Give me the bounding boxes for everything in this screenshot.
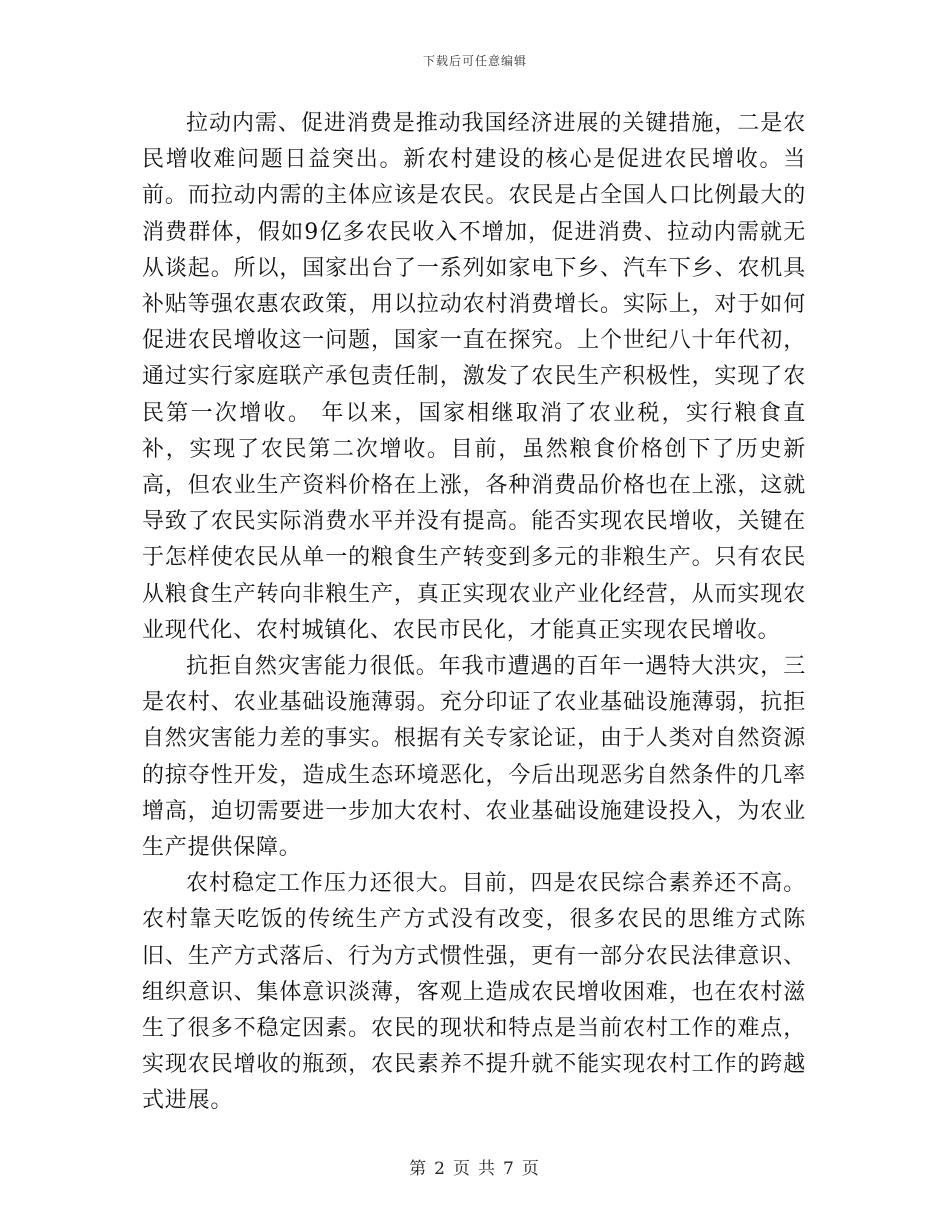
paragraph-2: 抗拒自然灾害能力很低。年我市遭遇的百年一遇特大洪灾，三是农村、农业基础设施薄弱。充分印证了农业基础设施薄弱，抗拒自然灾害能力差的事实。根据有关专家论证，由于人类对自然资源的掠夺性开发，造成生态环境恶化，今后出现恶劣自然条件的几率增高，迫切需要进一步加大农村、农业基础设施建设投入，为农业生产提供保障。	[142, 654, 806, 861]
footer-page-word: 页	[453, 1159, 472, 1179]
paragraph-3: 农村稳定工作压力还很大。目前，四是农民综合素养还不高。农村靠天吃饭的传统生产方式没有改变，很多农民的思维方式陈旧、生产方式落后、行为方式惯性强，更有一部分农民法律意识、组织意识、集体意识淡薄，客观上造成农民增收困难，也在农村滋生了很多不稳定因素。农民的现状和特点是当前农村工作的难点，实现农民增收的瓶颈，农民素养不提升就不能实现农村工作的跨越式进展。	[142, 871, 806, 1114]
current-page-number: 2	[434, 1159, 447, 1179]
footer-total-word: 共	[478, 1159, 497, 1179]
page-header: 下载后可任意编辑	[422, 54, 527, 68]
document-body	[142, 106, 806, 1120]
page-footer	[0, 1154, 950, 1179]
total-pages-number: 7	[503, 1159, 516, 1179]
footer-prefix: 第	[409, 1159, 429, 1179]
paragraph-1: 拉动内需、促进消费是推动我国经济进展的关键措施，二是农民增收难问题日益突出。新农村建设的核心是促进农民增收。当前。而拉动内需的主体应该是农民。农民是占全国人口比例最大的消费群体，假如9亿多农民收入不增加，促进消费、拉动内需就无从谈起。所以，国家出台了一系列如家电下乡、汽车下乡、农机具补贴等强农惠农政策，用以拉动农村消费增长。实际上，对于如何促进农民增收这一问题，国家一直在探究。上个世纪八十年代初，通过实行家庭联产承包责任制，激发了农民生产积极性，实现了农民第一次增收。 年以来，国家相继取消了农业税，实行粮食直补，实现了农民第二次增收。目前，虽然粮食价格创下了历史新高，但农业生产资料价格在上涨，各种消费品价格也在上涨，这就导致了农民实际消费水平并没有提高。能否实现农民增收，关键在于怎样使农民从单一的粮食生产转变到多元的非粮生产。只有农民从粮食生产转向非粮生产，真正实现农业产业化经营，从而实现农业现代化、农村城镇化、农民市民化，才能真正实现农民增收。	[142, 111, 806, 643]
footer-suffix: 页	[521, 1159, 541, 1179]
